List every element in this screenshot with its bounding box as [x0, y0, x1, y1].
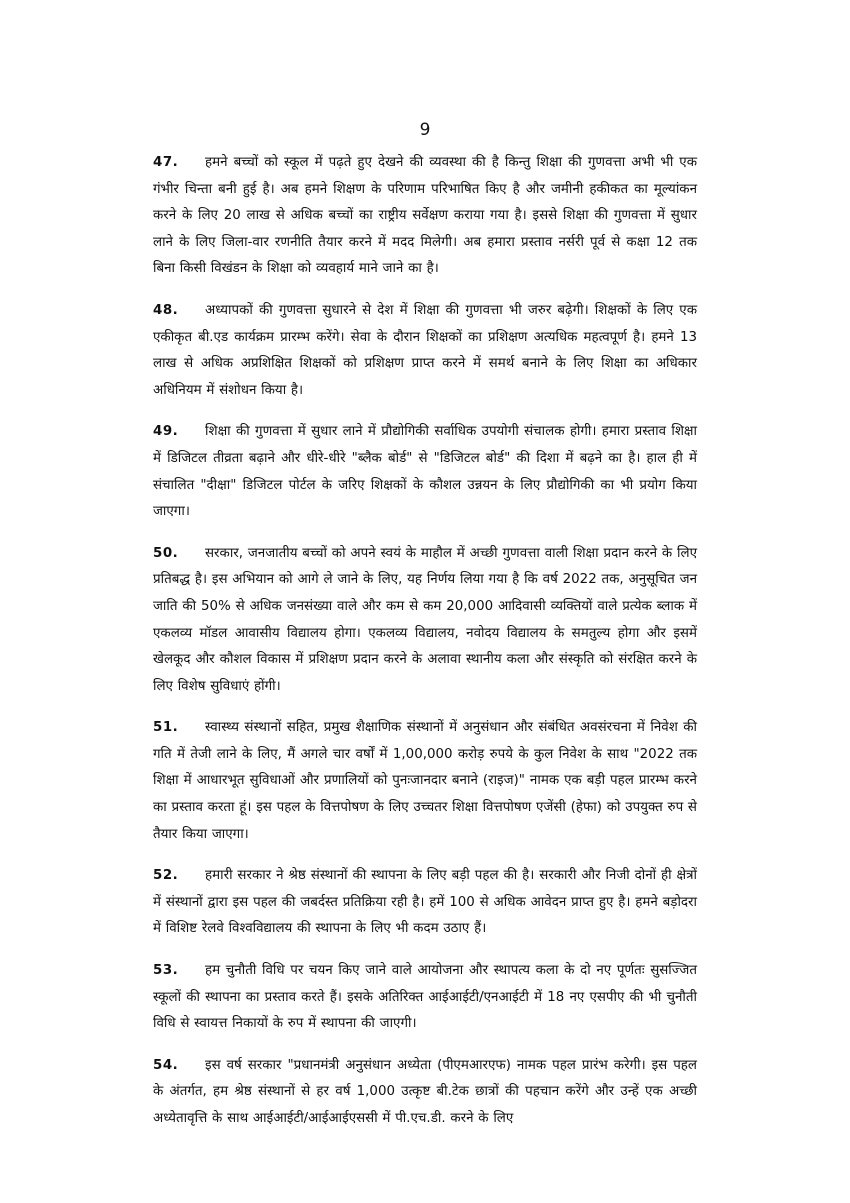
paragraph-47 [153, 150, 697, 283]
paragraph-number: 47. [153, 155, 179, 170]
page-number: 9 [419, 120, 431, 140]
paragraph-49 [153, 419, 697, 525]
paragraph-text: शिक्षा की गुणवत्ता में सुधार लाने में प्रौद्योगिकी सर्वाधिक उपयोगी संचालक होगी। हमारा प्रस्ताव शिक्षा में डिजिटल तीव्रता बढ़ाने और धीरे-धीरे "ब्लैक बोर्ड" से "डिजिटल बोर्ड" की दिशा में बढ़ने का है। हाल ही में संचालित "दीक्षा" डिजिटल पोर्टल के जरिए शिक्षकों के कौशल उन्नयन के लिए प्रौद्योगिकी का भी प्रयोग किया जाएगा। [153, 424, 697, 520]
paragraph-text: सरकार, जनजातीय बच्चों को अपने स्वयं के माहौल में अच्छी गुणवत्ता वाली शिक्षा प्रदान करने के लिए प्रतिबद्ध है। इस अभियान को आगे ले जाने के लिए, यह निर्णय लिया गया है कि वर्ष 2022 तक, अनुसूचित जन जाति की 50% से अधिक जनसंख्या वाले और कम से कम 20,000 आदिवासी व्यक्तियों वाले प्रत्येक ब्लाक में एकलव्य मॉडल आवासीय विद्यालय होगा। एकलव्य विद्यालय, नवोदय विद्यालय के समतुल्य होगा और इसमें खेलकूद और कौशल विकास में प्रशिक्षण प्रदान करने के अलावा स्थानीय कला और संस्कृति को संरक्षित करने के लिए विशेष सुविधाएं होंगी। [153, 545, 697, 694]
paragraph-number: 51. [153, 720, 179, 736]
paragraph-48 [153, 298, 697, 404]
paragraph-number: 54. [153, 1057, 179, 1073]
paragraph-text: अध्यापकों की गुणवत्ता सुधारने से देश में शिक्षा की गुणवत्ता भी जरुर बढ़ेगी। शिक्षकों के लिए एक एकीकृत बी.एड कार्यक्रम प्रारम्भ करेंगे। सेवा के दौरान शिक्षकों का प्रशिक्षण अत्यधिक महत्वपूर्ण है। हमने 13 लाख से अधिक अप्रशिक्षित शिक्षकों को प्रशिक्षण प्राप्त करने में समर्थ बनाने के लिए शिक्षा का अधिकार अधिनियम में संशोधन किया है। [153, 302, 697, 398]
paragraph-52 [153, 863, 697, 943]
paragraph-54 [153, 1053, 697, 1133]
paragraph-text: हम चुनौती विधि पर चयन किए जाने वाले आयोजना और स्थापत्य कला के दो नए पूर्णतः सुसज्जित स्कूलों की स्थापना का प्रस्ताव करते हैं। इसके अतिरिक्त आईआईटी/एनआईटी में 18 नए एसपीए की भी चुनौती विधि से स्वायत्त निकायों के रुप में स्थापना की जाएगी। [153, 963, 697, 1032]
paragraph-text: हमारी सरकार ने श्रेष्ठ संस्थानों की स्थापना के लिए बड़ी पहल की है। सरकारी और निजी दोनों ही क्षेत्रों में संस्थानों द्वारा इस पहल की जबर्दस्त प्रतिक्रिया रही है। हमें 100 से अधिक आवेदन प्राप्त हुए है। हमने बड़ोदरा में विशिष्ट रेलवे विश्वविद्यालय की स्थापना के लिए भी कदम उठाए हैं। [153, 868, 697, 937]
paragraph-text: हमने बच्चों को स्कूल में पढ़ते हुए देखने की व्यवस्था की है किन्तु शिक्षा की गुणवत्ता अभी भी एक गंभीर चिन्ता बनी हुई है। अब हमने शिक्षण के परिणाम परिभाषित किए है और जमीनी हकीकत का मूल्यांकन करने के लिए 20 लाख से अधिक बच्चों का राष्ट्रीय सर्वेक्षण कराया गया है। इससे शिक्षा की गुणवत्ता में सुधार लाने के लिए जिला-वार रणनीति तैयार करने में मदद मिलेगी। अब हमारा प्रस्ताव नर्सरी पूर्व से कक्षा 12 तक बिना किसी विखंडन के शिक्षा को व्यवहार्य माने जाने का है। [153, 155, 697, 277]
document-body [153, 150, 697, 1148]
paragraph-53 [153, 958, 697, 1038]
paragraph-number: 49. [153, 424, 179, 440]
paragraph-number: 52. [153, 868, 179, 884]
paragraph-number: 48. [153, 302, 179, 318]
paragraph-text: स्वास्थ्य संस्थानों सहित, प्रमुख शैक्षाणिक संस्थानों में अनुसंधान और संबंधित अवसंरचना में निवेश की गति में तेजी लाने के लिए, मैं अगले चार वर्षों में 1,00,000 करोड़ रुपये के कुल निवेश के साथ "2022 तक शिक्षा में आधारभूत सुविधाओं और प्रणालियों को पुनःजानदार बनाने (राइज)" नामक एक बड़ी पहल प्रारम्भ करने का प्रस्ताव करता हूं। इस पहल के वित्तपोषण के लिए उच्चतर शिक्षा वित्तपोषण एजेंसी (हेफा) को उपयुक्त रुप से तैयार किया जाएगा। [153, 720, 697, 842]
paragraph-50 [153, 541, 697, 701]
paragraph-text: इस वर्ष सरकार "प्रधानमंत्री अनुसंधान अध्येता (पीएमआरएफ) नामक पहल प्रारंभ करेगी। इस पहल के अंतर्गत, हम श्रेष्ठ संस्थानों से हर वर्ष 1,000 उत्कृष्ट बी.टेक छात्रों की पहचान करेंगे और उन्हें एक अच्छी अध्येतावृत्ति के साथ आईआईटी/आईआईएससी में पी.एच.डी. करने के लिए [153, 1057, 697, 1126]
paragraph-number: 50. [153, 545, 179, 561]
paragraph-51 [153, 715, 697, 848]
paragraph-number: 53. [153, 963, 179, 979]
